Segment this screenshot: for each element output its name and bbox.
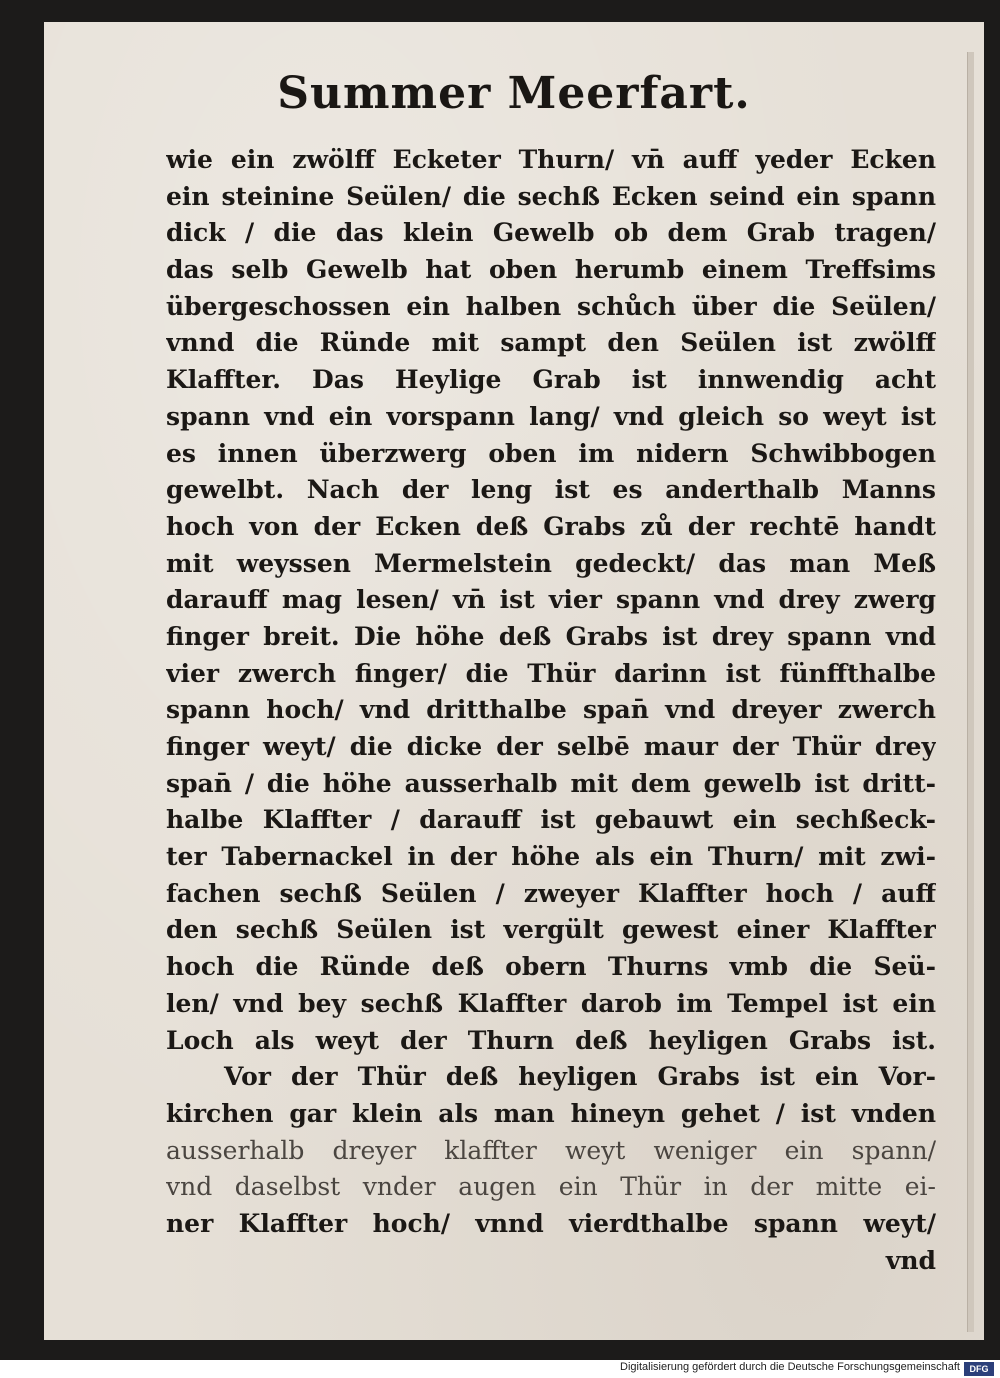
paragraph-start-line: Vor der Thür deß heyligen Grabs ist ein Vor- (224, 1062, 936, 1092)
text-line: spann vnd ein vorspann lang/ vnd gleich so weyt ist (166, 401, 936, 431)
text-line: gewelbt. Nach der leng ist es anderthalb Manns (166, 475, 936, 505)
text-line: ausserhalb dreyer klaffter weyt weniger ein spann/ (166, 1135, 936, 1165)
text-line: wie ein zwölff Ecketer Thurn/ vn̄ auff yeder Ecken (166, 145, 936, 174)
text-line: Klaffter. Das Heylige Grab ist innwendig acht (166, 365, 936, 395)
text-line: hoch die Ründe deß obern Thurns vmb die Seü- (166, 952, 936, 982)
text-line: vier zwerch finger/ die Thür darinn ist fünffthalbe (166, 658, 936, 688)
text-line: halbe Klaffter / darauff ist gebauwt ein sechßeck- (166, 805, 936, 835)
text-line: spann hoch/ vnd dritthalbe span̄ vnd dreyer zwerch (166, 695, 936, 725)
body-text (166, 142, 936, 1279)
book-page (44, 22, 984, 1340)
text-line: den sechß Seülen ist vergült gewest einer Klaffter (166, 915, 936, 945)
text-line: ter Tabernackel in der höhe als ein Thurn/ mit zwi- (166, 842, 936, 872)
running-header: Summer Meerfart. (277, 68, 751, 119)
text-line: mit weyssen Mermelstein gedeckt/ das man Meß (166, 548, 936, 578)
text-line: Loch als weyt der Thurn deß heyligen Grabs ist. (166, 1025, 936, 1055)
text-line: es innen überzwerg oben im nidern Schwibbogen (166, 438, 936, 468)
text-line: übergeschossen ein halben schůch über die Seülen/ (166, 291, 936, 321)
text-line: vnnd die Ründe mit sampt den Seülen ist zwölff (166, 328, 936, 358)
text-line: kirchen gar klein als man hineyn gehet / ist vnden (166, 1098, 936, 1128)
text-line: len/ vnd bey sechß Klaffter darob im Tempel ist ein (166, 988, 936, 1018)
text-line: das selb Gewelb hat oben herumb einem Treffsims (166, 255, 936, 285)
dfg-logo: DFG (964, 1362, 994, 1376)
text-line: fachen sechß Seülen / zweyer Klaffter hoch / auff (166, 878, 936, 908)
text-line: dick / die das klein Gewelb ob dem Grab tragen/ (166, 218, 936, 248)
footer-credit: Digitalisierung gefördert durch die Deutsche Forschungsgemeinschaft (620, 1361, 960, 1373)
text-line: vnd daselbst vnder augen ein Thür in der mitte ei- (166, 1172, 936, 1202)
text-line: ner Klaffter hoch/ vnnd vierdthalbe spann weyt/ (166, 1208, 936, 1238)
text-line: ein steinine Seülen/ die sechß Ecken seind ein spann (166, 181, 936, 211)
catchword: vnd (885, 1245, 936, 1275)
text-line: finger breit. Die höhe deß Grabs ist drey spann vnd (166, 621, 936, 651)
text-line: darauff mag lesen/ vn̄ ist vier spann vnd drey zwerg (166, 585, 936, 615)
page-edge (967, 52, 974, 1332)
text-line: span̄ / die höhe ausserhalb mit dem gewelb ist dritt- (166, 768, 936, 798)
text-line: hoch von der Ecken deß Grabs zů der rechtē handt (166, 511, 936, 541)
text-line: finger weyt/ die dicke der selbē maur der Thür drey (166, 732, 936, 761)
